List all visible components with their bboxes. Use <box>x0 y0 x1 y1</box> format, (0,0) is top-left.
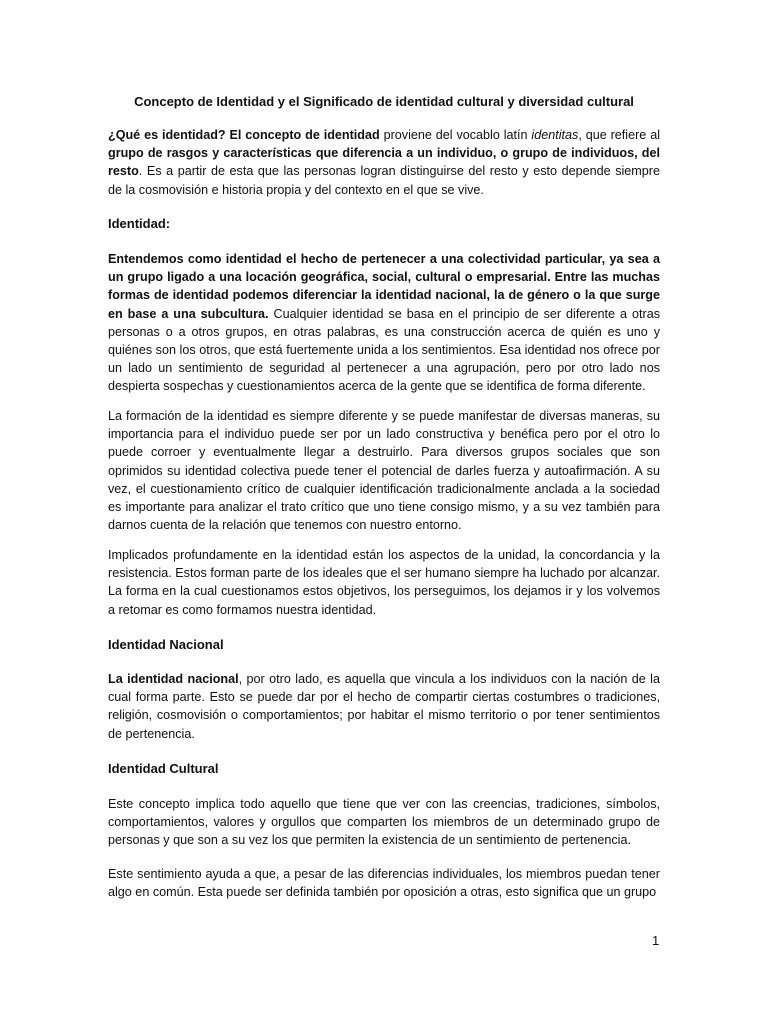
intro-bold-definition: grupo de rasgos y características que diferencia a un individuo, o grupo de individuos, del resto <box>108 146 660 179</box>
heading-identidad: Identidad: <box>108 216 171 231</box>
intro-text-3: . Es a partir de esta que las personas logran distinguirse del resto y esto depende siempre de la cosmovisión e historia propia y del contexto en el que se vive. <box>108 164 660 197</box>
intro-text-2: , que refiere al <box>578 128 660 142</box>
intro-italic-term: identitas <box>531 128 579 142</box>
nacional-bold-lead: La identidad nacional <box>108 672 239 686</box>
paragraph-cultural: Este concepto implica todo aquello que tiene que ver con las creencias, tradiciones, símbolos, comportamientos, valores y orgullos que comparten los miembros de un determinado grupo de personas y que son a su vez los que permiten la existencia de un sentimiento de pertenencia. <box>108 797 660 848</box>
identidad-bold-text: Entendemos como identidad el hecho de pertenecer a una colectividad particular, ya sea a un grupo ligado a una locación geográfica, social, cultural o empresarial. Entre las muchas formas de identidad podemos diferenciar la identidad nacional, la de género o la que surge en base a una subcultura. <box>108 252 660 321</box>
intro-bold-lead: ¿Qué es identidad? El concepto de identidad <box>108 128 380 142</box>
nacional-text: , por otro lado, es aquella que vincula a los individuos con la nación de la cual forma parte. Esto se puede dar por el hecho de compartir ciertas costumbres o tradiciones, religión, cosmovisión o comportamientos; por habitar el mismo territorio o por tener sentimientos de pertenencia. <box>108 672 660 741</box>
paragraph-identidad <box>108 250 660 396</box>
paragraph-nacional <box>108 670 660 743</box>
page-number: 1 <box>652 933 660 948</box>
paragraph-sentimiento: Este sentimiento ayuda a que, a pesar de las diferencias individuales, los miembros puedan tener algo en común. Esta puede ser definida también por oposición a otras, esto significa que un grupo <box>108 867 660 900</box>
document-title: Concepto de Identidad y el Significado de identidad cultural y diversidad cultural <box>134 94 634 109</box>
intro-paragraph <box>108 126 660 199</box>
intro-text: proviene del vocablo latín <box>379 128 532 142</box>
paragraph-implicados: Implicados profundamente en la identidad están los aspectos de la unidad, la concordancia y la resistencia. Estos forman parte de los ideales que el ser humano siempre ha luchado por alcanzar. La forma en la cual cuestionamos estos objetivos, los perseguimos, los dejamos ir y los volvemos a retomar es como formamos nuestra identidad. <box>108 548 660 617</box>
heading-identidad-nacional: Identidad Nacional <box>108 637 224 652</box>
paragraph-formacion: La formación de la identidad es siempre diferente y se puede manifestar de diversas maneras, su importancia para el individuo puede ser por un lado constructiva y benéfica pero por el otro lo puede corroer y eventualmente llegar a destruirlo. Para diversos grupos sociales que son oprimidos su identidad colectiva puede tener el potencial de darles fuerza y autoafirmación. A su vez, el cuestionamiento crítico de cualquier identificación tradicionalmente anclada a la sociedad es importante para analizar el trato crítico que uno tiene consigo mismo, y a su vez también para darnos cuenta de la relación que tenemos con nuestro entorno. <box>108 409 660 533</box>
heading-identidad-cultural: Identidad Cultural <box>108 761 219 776</box>
identidad-text: Cualquier identidad se basa en el principio de ser diferente a otras personas o a otros grupos, en otras palabras, es una construcción acerca de quién es uno y quiénes son los otros, que está fuertemente unida a los sentimientos. Esa identidad nos ofrece por un lado un sentimiento de seguridad al pertenecer a una agrupación, pero por otro lado nos despierta sospechas y cuestionamientos acerca de la gente que se identifica de forma diferente. <box>108 306 660 394</box>
